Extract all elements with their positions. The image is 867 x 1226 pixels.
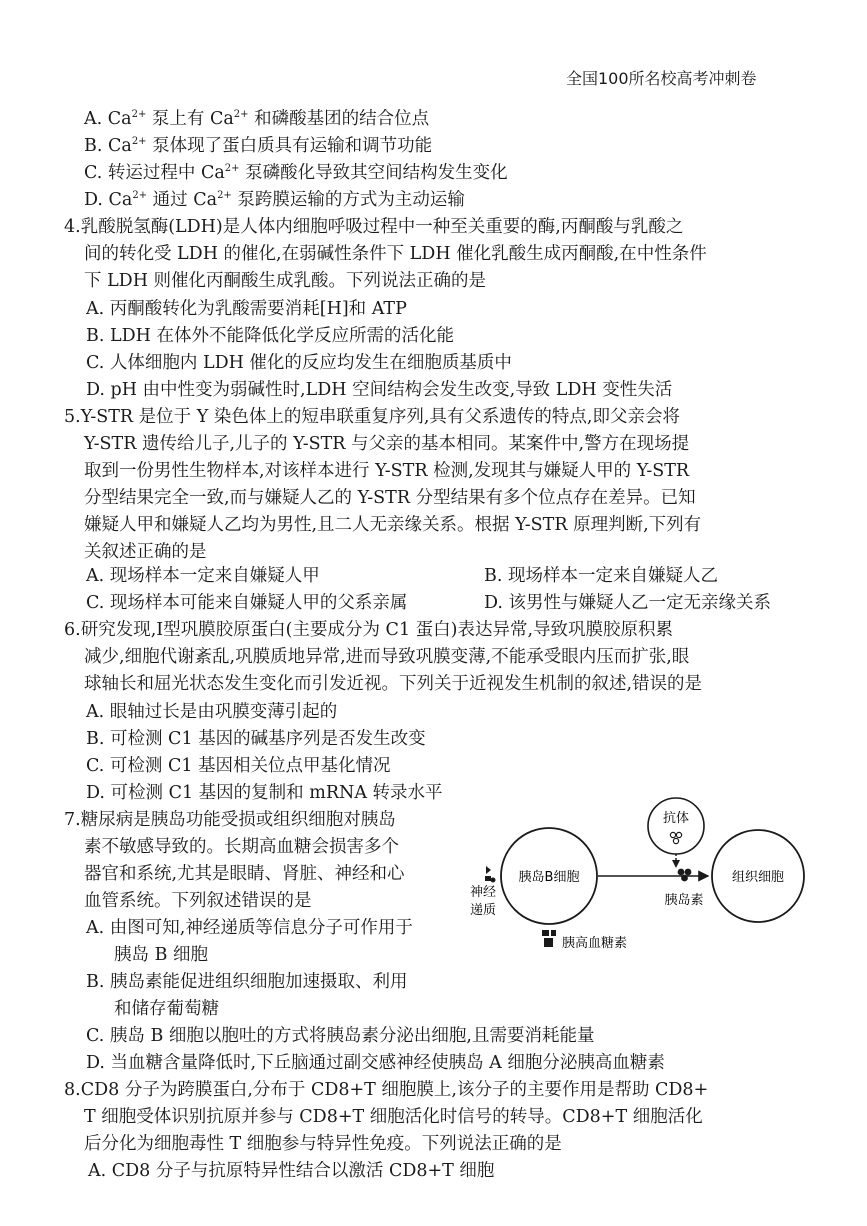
text-run: 和磷酸基团的结合位点 — [248, 109, 430, 129]
q7-stem-line: 7.糖尿病是胰岛功能受损或组织细胞对胰岛 — [64, 810, 396, 830]
q5-stem-line: 5.Y-STR 是位于 Y 染色体上的短串联重复序列,具有父系遗传的特点,即父亲会将 — [64, 407, 680, 427]
superscript: 2+ — [224, 163, 240, 175]
q7-stem-line: 血管系统。下列叙述错误的是 — [84, 891, 312, 911]
q6-stem-line: 球轴长和屈光状态发生变化而引发近视。下列关于近视发生机制的叙述,错误的是 — [84, 674, 703, 694]
q5-option-c: C. 现场样本可能来自嫌疑人甲的父系亲属 — [86, 593, 408, 613]
q4-option-b: B. LDH 在体外不能降低化学反应所需的活化能 — [86, 326, 454, 346]
q7-option-a: A. 由图可知,神经递质等信息分子可作用于 — [86, 918, 413, 938]
text-run: 通过 Ca — [147, 190, 218, 210]
q4-option-d: D. pH 由中性变为弱碱性时,LDH 空间结构会发生改变,导致 LDH 变性失活 — [86, 380, 673, 400]
q7-option-a-cont: 胰岛 B 细胞 — [114, 945, 208, 965]
q4-option-c: C. 人体细胞内 LDH 催化的反应均发生在细胞质基质中 — [86, 353, 512, 373]
q4-stem-line: 4.乳酸脱氢酶(LDH)是人体内细胞呼吸过程中一种至关重要的酶,丙酮酸与乳酸之 — [64, 217, 684, 237]
superscript: 2+ — [233, 109, 249, 121]
text-run: 泵体现了蛋白质具有运输和调节功能 — [146, 136, 433, 156]
superscript: 2+ — [131, 136, 147, 148]
arrowhead — [672, 860, 680, 868]
superscript: 2+ — [131, 109, 147, 121]
q3-option-d — [84, 187, 465, 213]
q5-option-b: B. 现场样本一定来自嫌疑人乙 — [484, 566, 718, 586]
text-run: A. Ca — [84, 109, 132, 129]
text-run: 泵磷酸化导致其空间结构发生变化 — [239, 163, 508, 183]
beta-cell-label: 胰岛B细胞 — [518, 870, 580, 885]
glucagon-label: 胰高血糖素 — [562, 936, 628, 951]
q7-stem-line: 器官和系统,尤其是眼睛、肾脏、神经和心 — [84, 864, 405, 884]
q3-option-a — [84, 106, 429, 132]
antibody-icon — [670, 832, 681, 843]
q8-option-a: A. CD8 分子与抗原特异性结合以激活 CD8+T 细胞 — [88, 1161, 495, 1181]
q8-stem-line: 后分化为细胞毒性 T 细胞参与特异性免疫。下列说法正确的是 — [84, 1134, 562, 1154]
text-run: B. Ca — [84, 136, 132, 156]
q5-stem-line: 取到一份男性生物样本,对该样本进行 Y-STR 检测,发现其与嫌疑人甲的 Y-STR — [84, 461, 690, 481]
text-run: C. 转运过程中 Ca — [84, 163, 225, 183]
q7-option-c: C. 胰岛 B 细胞以胞吐的方式将胰岛素分泌出细胞,且需要消耗能量 — [86, 1026, 595, 1046]
insulin-molecule-icon — [678, 869, 692, 882]
q6-stem-line: 减少,细胞代谢紊乱,巩膜质地异常,进而导致巩膜变薄,不能承受眼内压而扩张,眼 — [84, 647, 690, 667]
tissue-cell-label: 组织细胞 — [731, 870, 785, 885]
q5-stem-line: 嫌疑人甲和嫌疑人乙均为男性,且二人无亲缘关系。根据 Y-STR 原理判断,下列有 — [84, 515, 702, 535]
q5-stem-line: 关叙述正确的是 — [84, 542, 207, 562]
neurotransmitter-label-1: 神经 — [470, 885, 497, 900]
q8-stem-line: T 细胞受体识别抗原并参与 CD8+T 细胞活化时信号的转导。CD8+T 细胞活化 — [84, 1107, 703, 1127]
q7-option-b: B. 胰岛素能促进组织细胞加速摄取、利用 — [86, 972, 408, 992]
q4-stem-line: 间的转化受 LDH 的催化,在弱碱性条件下 LDH 催化乳酸生成丙酮酸,在中性条件 — [84, 244, 707, 264]
glucagon-icon — [542, 930, 556, 947]
q6-option-b: B. 可检测 C1 基因的碱基序列是否发生改变 — [86, 729, 426, 749]
neurotransmitter-icon — [485, 866, 496, 883]
q8-stem-line: 8.CD8 分子为跨膜蛋白,分布于 CD8+T 细胞膜上,该分子的主要作用是帮助 CD8+ — [64, 1080, 709, 1100]
q6-option-a: A. 眼轴过长是由巩膜变薄引起的 — [86, 702, 338, 722]
q3-option-c — [84, 160, 508, 186]
exam-header: 全国100所名校高考冲刺卷 — [566, 69, 757, 88]
q5-option-d: D. 该男性与嫌疑人乙一定无亲缘关系 — [484, 593, 772, 613]
q4-option-a: A. 丙酮酸转化为乳酸需要消耗[H]和 ATP — [86, 299, 407, 319]
neurotransmitter-label-2: 递质 — [470, 903, 497, 918]
q5-stem-line: Y-STR 遗传给儿子,儿子的 Y-STR 与父亲的基本相同。某案件中,警方在现场提 — [84, 434, 690, 454]
q6-option-d: D. 可检测 C1 基因的复制和 mRNA 转录水平 — [86, 783, 443, 803]
insulin-label: 胰岛素 — [664, 893, 704, 908]
superscript: 2+ — [217, 190, 232, 202]
text-run: D. Ca — [84, 190, 133, 210]
q7-option-d: D. 当血糖含量降低时,下丘脑通过副交感神经使胰岛 A 细胞分泌胰高血糖素 — [86, 1053, 665, 1073]
q6-option-c: C. 可检测 C1 基因相关位点甲基化情况 — [86, 756, 391, 776]
superscript: 2+ — [132, 190, 148, 202]
text-run: 泵跨膜运输的方式为主动运输 — [231, 190, 465, 210]
text-run: 泵上有 Ca — [146, 109, 234, 129]
q4-stem-line: 下 LDH 则催化丙酮酸生成乳酸。下列说法正确的是 — [84, 271, 487, 291]
q7-option-b-cont: 和储存葡萄糖 — [114, 999, 219, 1019]
insulin-regulation-diagram — [460, 790, 820, 970]
antibody-circle — [648, 798, 704, 854]
q6-stem-line: 6.研究发现,Ⅰ型巩膜胶原蛋白(主要成分为 C1 蛋白)表达异常,导致巩膜胶原积累 — [64, 620, 674, 640]
q7-stem-line: 素不敏感导致的。长期高血糖会损害多个 — [84, 837, 399, 857]
antibody-label: 抗体 — [662, 811, 690, 826]
q3-option-b — [84, 133, 432, 159]
q5-stem-line: 分型结果完全一致,而与嫌疑人乙的 Y-STR 分型结果有多个位点存在差异。已知 — [84, 488, 696, 508]
q5-option-a: A. 现场样本一定来自嫌疑人甲 — [86, 566, 320, 586]
